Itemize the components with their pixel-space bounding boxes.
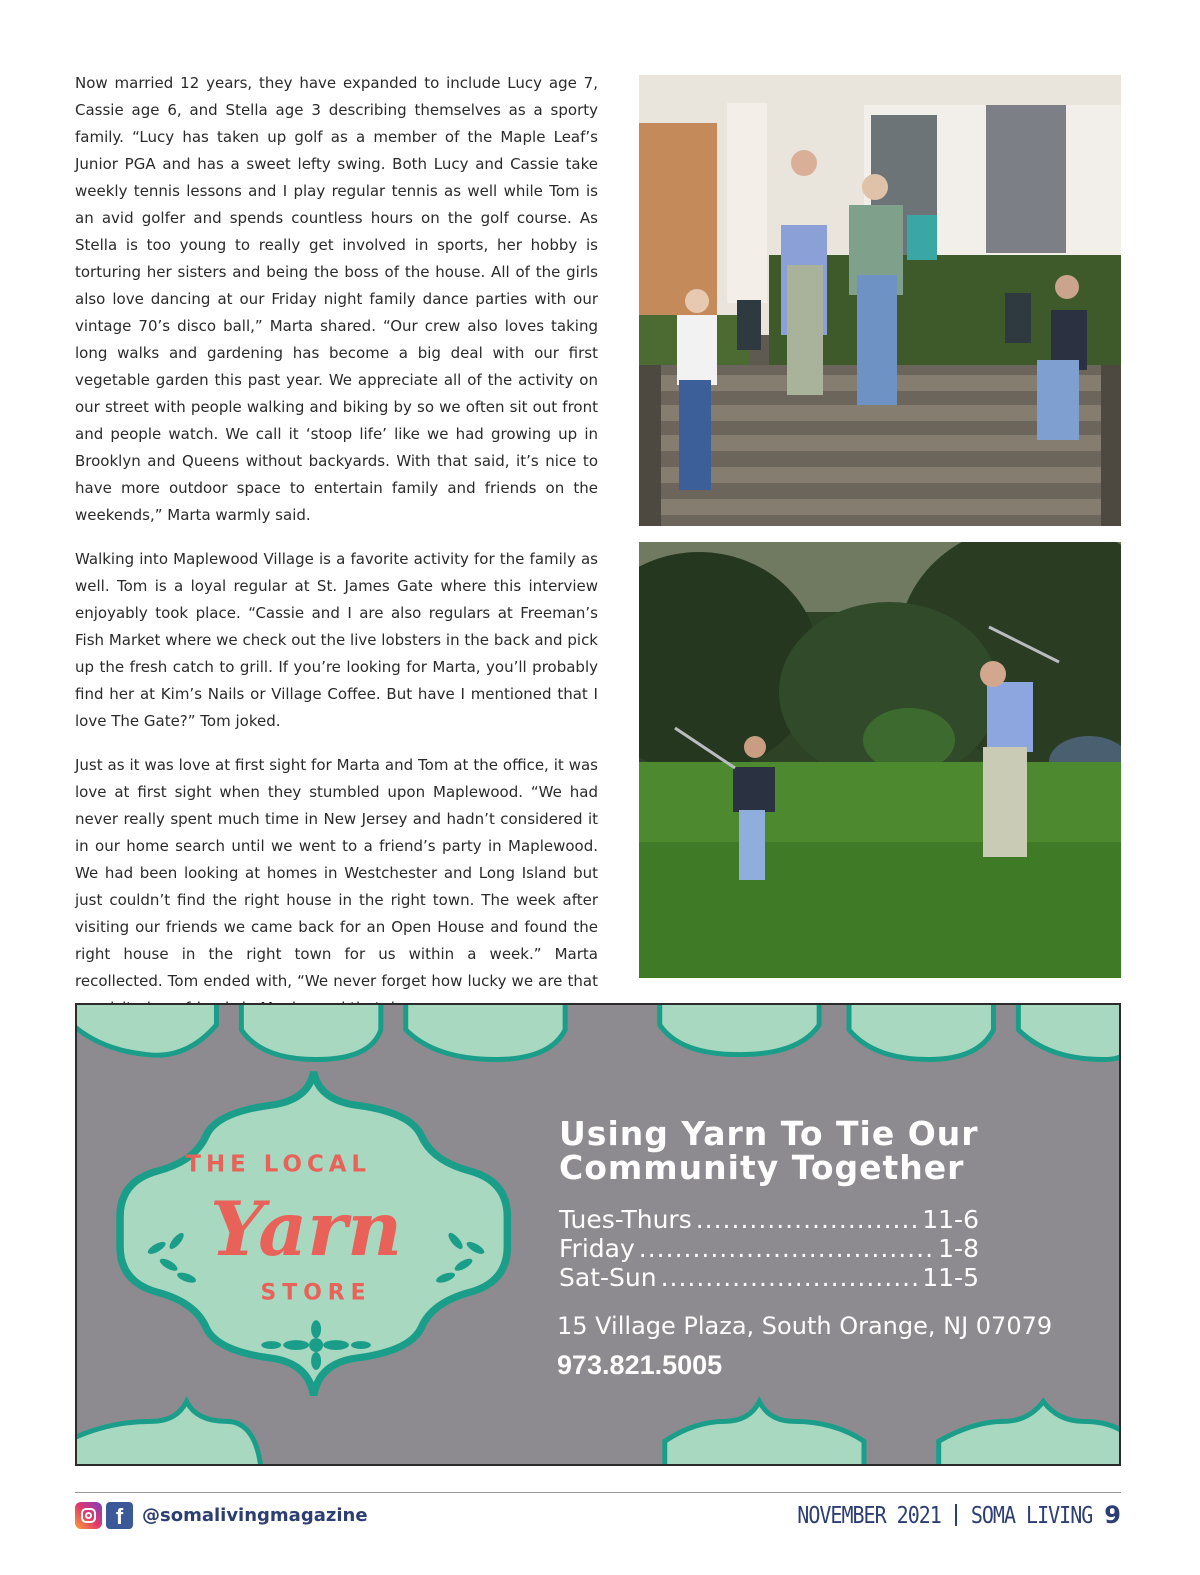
hours-time: 11-5 xyxy=(922,1263,979,1292)
magazine-name: SOMA LIVING xyxy=(970,1501,1093,1529)
hours-row xyxy=(559,1263,979,1292)
article-paragraph: Walking into Maplewood Village is a favorite activity for the family as well. Tom is a loyal regular at St. James Gate where this interview enjoyably took place. “Cassie and I are also regulars at Freeman’s Fish Market where we check out the live lobsters in the back and pick up the fresh catch to grill. If you’re looking for Marta, you’ll probably find her at Kim’s Nails or Village Coffee. But have I mentioned that I love The Gate?” Tom joked. xyxy=(75,550,598,730)
page-folio xyxy=(797,1500,1121,1530)
dot-leader xyxy=(696,1205,919,1234)
hours-days: Friday xyxy=(559,1234,635,1263)
article-body xyxy=(75,70,598,1039)
family-stoop-photo xyxy=(639,75,1121,526)
article-paragraph: Just as it was love at first sight for Marta and Tom at the office, it was love at first sight when they stumbled upon Maplewood. “We had never really spent much time in New Jersey and hadn’t considered it in our home search until we went to a friend’s party in Maplewood. We had been looking at homes in Westchester and Long Island but just couldn’t find the right house in the right town. The week after visiting our friends we came back for an Open House and found the right house in the right town for us within a week.” Marta recollected. Tom ended with, “We never forget how lucky we are that xyxy=(75,756,598,990)
footer-divider xyxy=(75,1492,1121,1493)
article-paragraph: Now married 12 years, they have expanded to include Lucy age 7, Cassie age 6, and Stella age 3 describing themselves as a sporty family. “Lucy has taken up golf as a member of the Maple Leaf’s Junior PGA and has a sweet lefty swing. Both Lucy and Cassie take weekly tennis lessons and I play regular tennis as well while Tom is an avid golfer and spends countless hours on the golf course. As Stella is too young to really get involved in sports, her hobby is torturing her sisters and being the boss of the house. All of the girls also love dancing at our Friday night family dance parties with our vintage 70’s disco ball,” Marta shared. “Our crew also loves taking long walks and gardening has become a big deal with our first vegetable garden this past year. We appreciate all of the activity on our street with people walking and biking by so we often sit out front and people watch. We call it ‘stoop life’ like we had growing up in Brooklyn and Queens without backyards. With that said, it’s nice to have more outdoor space to entertain family and friends on the weekends,” Marta warmly said. xyxy=(75,74,598,524)
ad-headline-line: Community Together xyxy=(559,1148,965,1187)
dot-leader xyxy=(661,1263,919,1292)
facebook-icon[interactable]: f xyxy=(106,1502,133,1529)
logo-script-text: Yarn xyxy=(210,1183,403,1273)
hours-time: 1-8 xyxy=(938,1234,979,1263)
page-number: 9 xyxy=(1104,1501,1121,1529)
dot-leader xyxy=(639,1234,934,1263)
social-links xyxy=(75,1501,368,1529)
logo-bottom-text: STORE xyxy=(260,1280,372,1306)
logo-top-text: THE LOCAL xyxy=(185,1151,372,1178)
ad-headline-line: Using Yarn To Tie Our xyxy=(559,1114,979,1153)
issue-date: NOVEMBER 2021 xyxy=(797,1501,941,1529)
ad-headline xyxy=(559,1114,1099,1187)
hours-days: Sat-Sun xyxy=(559,1263,657,1292)
hours-days: Tues-Thurs xyxy=(559,1205,692,1234)
golf-yard-photo xyxy=(639,542,1121,978)
yarn-store-ad xyxy=(75,1003,1121,1466)
instagram-icon[interactable] xyxy=(75,1502,102,1529)
social-handle[interactable]: @somalivingmagazine xyxy=(142,1504,368,1526)
hours-row xyxy=(559,1205,979,1234)
store-phone[interactable]: 973.821.5005 xyxy=(557,1350,723,1380)
folio-separator xyxy=(955,1504,957,1526)
hours-time: 11-6 xyxy=(922,1205,979,1234)
store-address: 15 Village Plaza, South Orange, NJ 07079 xyxy=(557,1312,1053,1340)
hours-row xyxy=(559,1234,979,1263)
store-hours xyxy=(559,1205,979,1292)
